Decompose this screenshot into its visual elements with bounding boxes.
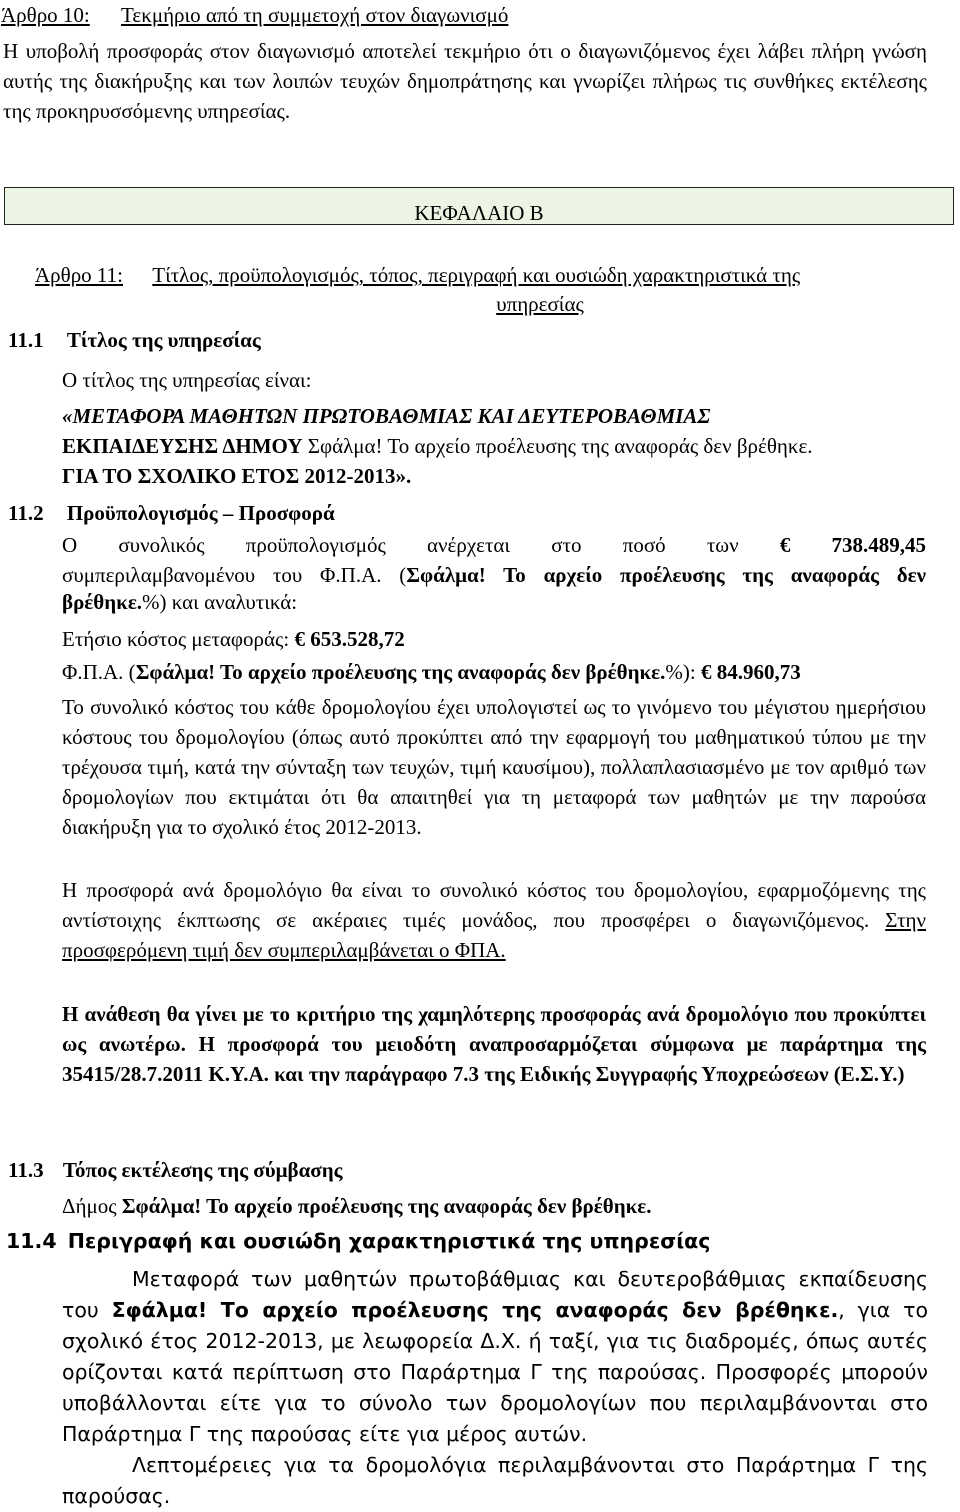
vat-line [62,657,801,687]
article-11-heading [35,260,915,290]
reference-error-1: Σφάλμα! Το αρχείο προέλευσης της αναφοράς δεν βρέθηκε. [302,434,813,458]
route-cost-paragraph: Το συνολικό κόστος του κάθε δρομολογίου έχει υπολογιστεί ως το γινόμενο του μέγιστου ημερήσιου κόστους του δρομολογίου (όπως αυτό προκύπτει από την εφαρμογή του μαθηματικού τύπου με την τρέχουσα τιμή, κατά την σύνταξη των τευχών, τιμή καυσίμου), πολλαπλασιασμένο με τον αριθμό των δρομολογίων που εκτιμάται ότι θα απαιτηθεί για τη μεταφορά των μαθητών με την παρούσα διακήρυξη για το σχολικό έτος 2012-2013. [62,695,926,839]
section-11-3-number: 11.3 [8,1158,44,1182]
award-paragraph: Η ανάθεση θα γίνει με το κριτήριο της χαμηλότερης προσφοράς ανά δρομολόγιο που προκύπτει ως ανωτέρω. Η προσφορά του μειοδότη αναπροσαρμόζεται σύμφωνα με παράρτημα της 35415/28.7.2011 Κ.Υ.Α. και την παράγραφο 7.3 της Ειδικής Συγγραφής Υποχρεώσεων (Ε.Σ.Υ.) [62,1002,926,1086]
article-11-title-line2: υπηρεσίας [496,292,584,316]
place-text: Δήμος [62,1194,122,1218]
annual-cost-line [62,624,405,654]
vat-label-post: %): [665,660,701,684]
chapter-heading-box [4,187,954,225]
offer-text: Η προσφορά ανά δρομολόγιο θα είναι το συνολικό κόστος του δρομολογίου, εφαρμοζόμενης της αντίστοιχης έκπτωσης σε ακέραιες τιμές μονάδος, που προσφέρει ο διαγωνιζόμενος. [62,878,926,932]
section-11-1-number: 11.1 [8,328,44,352]
reference-error-2: Σφάλμα! Το αρχείο προέλευσης της αναφοράς δεν [406,563,926,587]
reference-error-4: Σφάλμα! Το αρχείο προέλευσης της αναφοράς δεν βρέθηκε. [121,1194,652,1218]
reference-error-2-cont: βρέθηκε. [62,590,143,614]
reference-error-3: Σφάλμα! Το αρχείο προέλευσης της αναφοράς δεν βρέθηκε. [135,660,666,684]
service-title-line3: ΓΙΑ ΤΟ ΣΧΟΛΙΚΟ ΕΤΟΣ 2012-2013». [62,464,412,488]
service-title-line2 [62,431,813,461]
article-10-heading [1,0,941,30]
budget-line-3 [62,587,297,617]
article-10-text: Η υποβολή προσφοράς στον διαγωνισμό αποτελεί τεκμήριο ότι ο διαγωνιζόμενος έχει λάβει πλήρη γνώση αυτής της διακήρυξης και των λοιπών τευχών δημοπράτησης και γνωρίζει πλήρως τις συνθήκες εκτέλεσης της προκηρυσσόμενης υπηρεσίας. [3,39,927,123]
section-11-3-title: Τόπος εκτέλεσης της σύμβασης [62,1158,343,1182]
article-10-title: Τεκμήριο από τη συμμετοχή στον διαγωνισμό [121,3,509,27]
budget-analysis-text: %) και αναλυτικά: [142,590,298,614]
budget-text: Ο συνολικός προϋπολογισμός ανέρχεται στο ποσό των [62,533,739,557]
reference-error-5: Σφάλμα! Το αρχείο προέλευσης της αναφοράς δεν βρέθηκε. [111,1298,839,1322]
annual-cost-amount: € 653.528,72 [294,627,405,651]
description-paragraph-1 [62,1264,928,1450]
description-text-post: , για το σχολικό έτος 2012-2013, με λεωφορεία Δ.Χ. ή ταξί, για τις διαδρομές, όπως αυτές ορίζονται κατά περίπτωση στο Παράρτημα Γ της παρούσας. Προσφορές μπορούν υποβάλλονται είτε για το σύνολο των δρομολογίων που περιλαμβάνονται στο Παράρτημα Γ της παρούσας είτε για μέρος αυτών. [62,1298,929,1446]
section-11-4-heading [6,1226,710,1257]
budget-vat-text: συμπεριλαμβανομένου του Φ.Π.Α. ( [62,563,407,587]
budget-line-2 [62,560,926,590]
place-of-execution [62,1191,652,1221]
article-11-title-line1: Τίτλος, προϋπολογισμός, τόπος, περιγραφή και ουσιώδη χαρακτηριστικά της [152,263,801,287]
chapter-title: ΚΕΦΑΛΑΙΟ Β [414,201,544,225]
vat-label: Φ.Π.Α. ( [62,660,136,684]
section-11-2-title: Προϋπολογισμός – Προσφορά [66,501,335,525]
section-11-2-number: 11.2 [8,501,44,525]
offer-paragraph [62,875,926,965]
budget-line-1 [62,530,926,560]
section-11-2-heading [8,498,335,528]
article-10-label: Άρθρο 10: [1,3,90,27]
vat-amount: € 84.960,73 [700,660,801,684]
article-11-title-line2-wrap [0,289,960,319]
article-11-label: Άρθρο 11: [35,263,123,287]
description-text-pre: Μεταφορά των μαθητών πρωτοβάθμιας και δευτεροβάθμιας εκπαίδευσης του [62,1267,928,1322]
section-11-4-title: Περιγραφή και ουσιώδη χαρακτηριστικά της υπηρεσίας [67,1229,711,1253]
annual-cost-label: Ετήσιο κόστος μεταφοράς: [62,627,295,651]
service-title-line1: «ΜΕΤΑΦΟΡΑ ΜΑΘΗΤΩΝ ΠΡΩΤΟΒΑΘΜΙΑΣ ΚΑΙ ΔΕΥΤΕΡΟΒΑΘΜΙΑΣ [62,404,711,428]
section-11-4-number: 11.4 [6,1229,57,1253]
vat-exclusion-note: Στην προσφερόμενη τιμή δεν συμπεριλαμβάνεται ο ΦΠΑ. [62,908,926,962]
budget-amount: € 738.489,45 [779,533,927,557]
section-11-1-title: Τίτλος της υπηρεσίας [66,328,261,352]
section-11-1-heading [8,325,261,355]
description-paragraph-2: Λεπτομέρειες για τα δρομολόγια περιλαμβάνονται στο Παράρτημα Γ της παρούσας. [62,1453,928,1508]
service-title-intro: Ο τίτλος της υπηρεσίας είναι: [62,368,312,392]
section-11-3-heading [8,1155,343,1185]
service-title-line2-bold: ΕΚΠΑΙΔΕΥΣΗΣ ΔΗΜΟΥ [62,434,303,458]
